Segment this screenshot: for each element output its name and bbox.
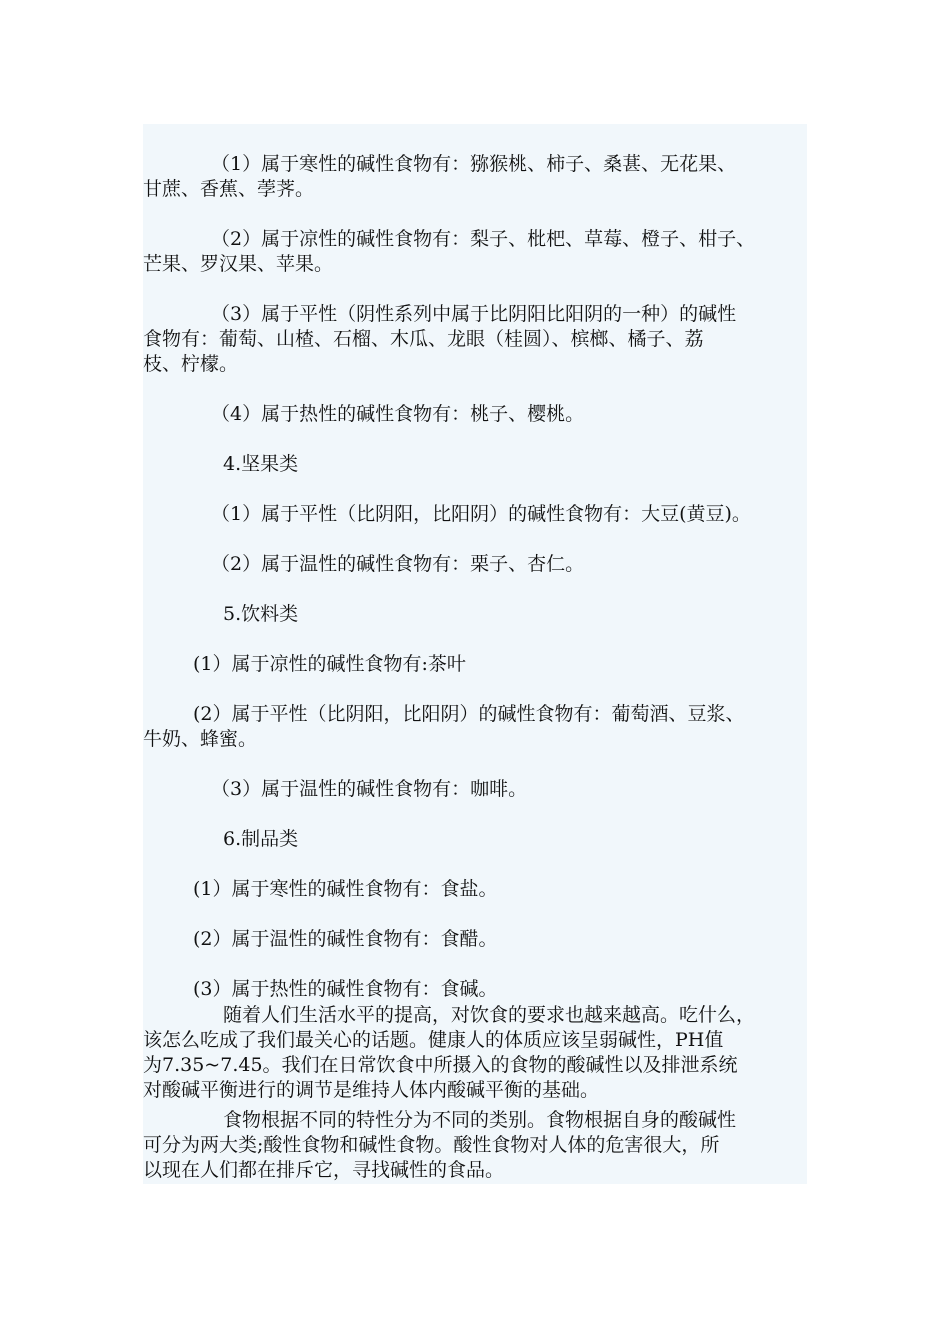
paragraph [143,302,807,377]
text-line: 随着人们生活水平的提高，对饮食的要求也越来越高。吃什么， [223,1004,756,1026]
text-line: 5.饮料类 [223,603,299,625]
paragraph [143,827,807,852]
text-line: （2）属于温性的碱性食物有：栗子、杏仁。 [211,553,585,575]
paragraph [143,1003,807,1103]
text-line: （1）属于平性（比阴阳，比阳阴）的碱性食物有：大豆(黄豆)。 [211,503,751,525]
text-line: 食物根据不同的特性分为不同的类别。食物根据自身的酸碱性 [223,1109,737,1131]
text-line: (1）属于寒性的碱性食物有：食盐。 [193,878,498,900]
text-line: 为7.35~7.45。我们在日常饮食中所摄入的食物的酸碱性以及排泄系统 [143,1054,738,1076]
text-line: （2）属于凉性的碱性食物有：梨子、枇杷、草莓、橙子、柑子、 [211,228,756,250]
paragraph [143,152,807,202]
text-line: 可分为两大类;酸性食物和碱性食物。酸性食物对人体的危害很大，所 [143,1134,720,1156]
paragraph [143,777,807,802]
text-line: 芒果、罗汉果、苹果。 [143,253,334,275]
paragraph [143,502,807,527]
text-line: 甘蔗、香蕉、荸荠。 [143,178,315,200]
text-line: 该怎么吃成了我们最关心的话题。健康人的体质应该呈弱碱性，PH值 [143,1029,724,1051]
text-line: 食物有：葡萄、山楂、石榴、木瓜、龙眼（桂圆）、槟榔、橘子、荔 [143,328,704,350]
paragraph [143,927,807,952]
text-line: 牛奶、蜂蜜。 [143,728,258,750]
text-line: 4.坚果类 [223,453,299,475]
paragraph [143,552,807,577]
paragraph [143,877,807,902]
text-line: (3）属于热性的碱性食物有：食碱。 [193,978,498,1000]
text-line: （4）属于热性的碱性食物有：桃子、樱桃。 [211,403,585,425]
paragraph [143,452,807,477]
text-line: (1）属于凉性的碱性食物有:茶叶 [193,653,466,675]
text-line: 6.制品类 [223,828,299,850]
paragraph [143,227,807,277]
text-line: 枝、柠檬。 [143,353,239,375]
text-line: （3）属于温性的碱性食物有：咖啡。 [211,778,528,800]
paragraph [143,652,807,677]
text-line: (2）属于平性（比阴阳，比阳阴）的碱性食物有：葡萄酒、豆浆、 [193,703,745,725]
paragraph [143,402,807,427]
paragraph [143,602,807,627]
text-line: (2）属于温性的碱性食物有：食醋。 [193,928,498,950]
text-line: 以现在人们都在排斥它，寻找碱性的食品。 [143,1159,505,1181]
text-line: （3）属于平性（阴性系列中属于比阴阳比阳阴的一种）的碱性 [211,303,737,325]
document-body [143,124,807,1184]
text-line: 对酸碱平衡进行的调节是维持人体内酸碱平衡的基础。 [143,1079,600,1101]
paragraph [143,1108,807,1183]
paragraph [143,977,807,1002]
paragraph [143,702,807,752]
text-line: （1）属于寒性的碱性食物有：猕猴桃、柿子、桑葚、无花果、 [211,153,737,175]
